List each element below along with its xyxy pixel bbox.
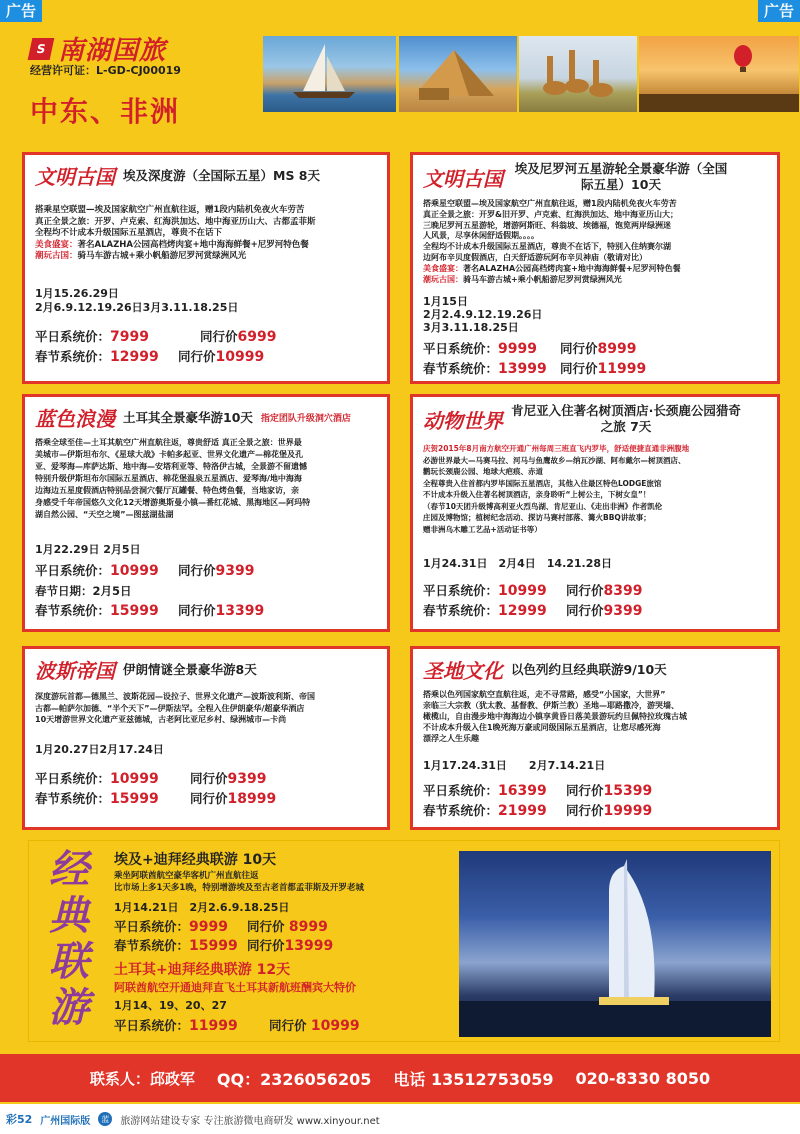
combo2-title: 土耳其+迪拜经典联游 12天 xyxy=(114,962,291,978)
card-tag: 指定团队升级洞穴酒店 xyxy=(260,414,351,424)
departure-dates: 1月15日 2月2.4.9.12.19.26日 3月3.11.18.25日 xyxy=(423,295,543,334)
card-title: 波斯帝国 xyxy=(35,659,115,683)
card-subtitle: 埃及尼罗河五星游轮全景豪华游（全国际五星）10天 xyxy=(514,161,728,192)
card-subtitle: 肯尼亚入住著名树顶酒店·长颈鹿公园猎奇之旅 7天 xyxy=(511,403,741,434)
tour-card-kenya-7d[interactable] xyxy=(410,394,780,632)
publisher-name: 广州国际版 xyxy=(40,1115,91,1127)
departure-dates: 1月24.31日 2月4日 14.21.28日 xyxy=(423,557,613,570)
combo1-dates: 1月14.21日 2月2.6.9.18.25日 xyxy=(114,901,290,914)
price-row-weekday: 平日系统价：10999 同行价9399 xyxy=(35,563,255,579)
card-header xyxy=(423,403,769,435)
price-row-weekday: 平日系统价：10999 同行价9399 xyxy=(35,771,267,787)
festival-date: 春节日期：2月5日 xyxy=(35,584,132,598)
highlight-play: 潮玩古国：骑马车游古城+乘小帆船游尼罗河赏绿洲风光 xyxy=(423,274,622,284)
price-block xyxy=(423,581,769,621)
price-row-weekday: 平日系统价：10999 同行价8399 xyxy=(423,583,643,599)
footer-tagline[interactable]: 旅游网站建设专家 专注旅游微电商研发 www.xinyour.net xyxy=(120,1115,380,1127)
card-header xyxy=(423,161,769,193)
desc-line: 搭乘星空联盟—埃及国家航空广州直航往返，赠1段内陆机免夜火车劳苦 xyxy=(35,205,305,215)
publisher-badge-icon: 蓝 xyxy=(98,1112,112,1126)
departure-dates: 1月20.27日2月17.24日 xyxy=(35,743,164,756)
contact-tel[interactable]: 020-8330 8050 xyxy=(575,1068,711,1088)
brand-logo-icon: S xyxy=(28,38,55,60)
card-header xyxy=(35,403,379,432)
departure-dates: 1月15.26.29日 2月6.9.12.19.26日3月3.11.18.25日 xyxy=(35,287,239,314)
brand-name: 南湖国旅 xyxy=(58,36,167,66)
card-subtitle: 伊朗情谜全景豪华游8天 xyxy=(123,661,257,677)
combo1-title: 埃及+迪拜经典联游 10天 xyxy=(114,852,277,868)
price-row-festival: 春节系统价：12999 同行价10999 xyxy=(35,349,265,365)
card-header xyxy=(35,655,379,684)
highlight-play: 潮玩古国：骑马车游古城+乘小帆船游尼罗河赏绿洲风光 xyxy=(35,251,247,261)
page-footer xyxy=(0,1104,800,1134)
combo1-note: 比市场上多1天多1晚，特别增游埃及至古老首都孟菲斯及开罗老城 xyxy=(114,883,364,893)
card-tag: 庆贺2015年8月南方航空开通广州每周三班直飞内罗毕，舒适便捷直通非洲腹地 xyxy=(423,444,690,453)
page-number: 彩52 xyxy=(6,1113,33,1126)
tour-card-iran-8d[interactable] xyxy=(22,646,390,830)
ad-label-left: 广告 xyxy=(0,0,42,22)
card-title: 蓝色浪漫 xyxy=(35,407,115,431)
tour-card-israel-jordan[interactable] xyxy=(410,646,780,830)
card-description: 搭乘星空联盟—埃及国家航空广州直航往返，赠1段内陆机免夜火车劳苦 真正全景之旅：开罗&旧开罗、卢克索、红海洪加达、地中海亚历山大； 三晚尼罗河五星游轮，增游阿斯旺、科翁坡、埃德福，饱览两岸绿洲迷 人风景，尽享休闲舒适假期。。。。 全程均不计成本升级国际五星酒店，尊贵不在话下，特别入住纳赛尔湖 边阿布辛贝度假酒店，白天舒适游玩阿布辛贝神庙（敬请对比） 美食盛宴：著名ALAZHA公园高档烤肉宴+地中海海鲜餐+尼罗河特色餐 潮玩古国：骑马车游古城+乘小帆船游尼罗河赏绿洲风光 xyxy=(423,199,769,285)
card-header xyxy=(35,161,379,190)
price-block xyxy=(423,781,769,821)
price-block xyxy=(35,561,379,621)
dubai-burj-photo xyxy=(459,851,771,1037)
card-title: 文明古国 xyxy=(35,165,115,189)
departure-dates: 1月22.29日 2月5日 xyxy=(35,543,141,556)
giraffes-photo xyxy=(519,36,637,112)
price-row-festival: 春节系统价：21999 同行价19999 xyxy=(423,803,653,819)
nile-sailboat-photo xyxy=(263,36,396,112)
combo2-price-weekday: 平日系统价：11999 同行价 10999 xyxy=(114,1018,360,1034)
card-header xyxy=(423,655,769,684)
tour-card-egypt-8d[interactable] xyxy=(22,152,390,384)
price-row-festival: 春节系统价：15999 同行价18999 xyxy=(35,791,277,807)
region-title: 中东、非洲 xyxy=(30,95,181,128)
desc-line: 全程均不计成本升级国际五星酒店，尊贵不在话下 xyxy=(35,228,223,238)
contact-qq[interactable]: QQ：2326056205 xyxy=(216,1069,372,1089)
savanna-balloon-photo xyxy=(639,36,799,112)
desc-line: 真正全景之旅：开罗、卢克索、红海洪加达、地中海亚历山大、古都孟菲斯 xyxy=(35,216,316,227)
card-description: 深度游玩首都—德黑兰、波斯花园—设拉子、世界文化遗产—波斯波利斯、帝国 古都—帕萨尔加德、“半个天下”—伊斯法罕。全程入住伊朗豪华/超豪华酒店 10天增游世界文化遗产亚兹德城，古老阿比亚尼乡村、绿洲城市—卡尚 xyxy=(35,692,315,724)
tour-card-turkey-10d[interactable] xyxy=(22,394,390,632)
price-row-weekday: 平日系统价：9999 同行价8999 xyxy=(423,341,637,357)
price-block xyxy=(35,327,379,367)
departure-dates: 1月17.24.31日 2月7.14.21日 xyxy=(423,759,606,772)
tour-card-egypt-nile-10d[interactable] xyxy=(410,152,780,384)
price-row-festival: 春节系统价：12999 同行价9399 xyxy=(423,603,643,619)
price-row-weekday: 平日系统价：16399 同行价15399 xyxy=(423,783,653,799)
contact-person: 联系人：邱政军 xyxy=(89,1069,195,1088)
price-row-festival: 春节系统价：13999 同行价11999 xyxy=(423,361,647,377)
contact-bar xyxy=(0,1054,800,1102)
combo1-price-festival: 春节系统价：15999 同行价13999 xyxy=(114,938,334,954)
pyramids-photo xyxy=(399,36,517,112)
highlight-food: 美食盛宴：著名ALAZHA公园高档烤肉宴+地中海海鲜餐+尼罗河特色餐 xyxy=(423,263,681,273)
price-block xyxy=(35,769,379,809)
card-subtitle: 以色列约旦经典联游9/10天 xyxy=(511,661,667,677)
card-description: 搭乘全球至佳—土耳其航空广州直航往返，尊贵舒适 真正全景之旅：世界最 美城市—伊斯坦布尔、《星球大战》卡帕多起亚、世界文化遗产—棉花堡及孔 亚、爱琴海—库萨达斯、地中海—安塔利亚等、特洛伊古城，全景游不留遗憾 特别升级伊斯坦布尔国际五星酒店、棉花堡温泉五星酒店、爱琴海/地中海海 边海边五星度假酒店特别品尝洞穴餐厅瓦罐餐、特色烤鱼餐，当地家访，亲 身感受千年帝国悠久文化12天增游奥斯曼小镇—番红花城、黑海地区—阿玛特 湖自然公园、“天空之境”—图兹湖盐湖 xyxy=(35,438,311,519)
card-title: 圣地文化 xyxy=(423,659,503,683)
card-description: 庆贺2015年8月南方航空开通广州每周三班直飞内罗毕，舒适便捷直通非洲腹地 必游世界最大—马赛马拉、河马与鱼鹰故乡—纳瓦沙湖、阿布戴尔—树顶酒店、 鹳玩长颈鹿公园、地球大疤痕、赤道 全程尊贵入住首都内罗毕国际五星酒店，其他入住最区特色LODGE旅馆 不计成本升级入住著名树顶酒店，亲身聆听“上树公主，下树女皇”！ （春节10天团升级博高利亚火烈鸟湖、肯尼亚山、《走出非洲》作者凯伦 庄园及博物馆；植树纪念活动、探访马赛村部落、篝火BBQ讲故事； 赠非洲乌木雕工艺品+活动证书等） xyxy=(423,443,769,535)
price-row-weekday: 平日系统价：7999 同行价6999 xyxy=(35,329,277,345)
card-title: 文明古国 xyxy=(423,166,503,191)
classic-combo-section xyxy=(28,840,780,1042)
card-title: 动物世界 xyxy=(423,408,503,433)
card-subtitle: 埃及深度游（全国际五星）MS 8天 xyxy=(123,167,320,183)
license-number: 经营许可证：L-GD-CJ00019 xyxy=(30,64,181,77)
price-block xyxy=(423,339,769,379)
combo1-airline: 乘坐阿联酋航空豪华客机广州直航往返 xyxy=(114,871,259,881)
price-row-festival: 春节系统价：15999 同行价13399 xyxy=(35,603,265,619)
ad-label-right: 广告 xyxy=(758,0,800,22)
combo2-promo: 阿联酋航空开通迪拜直飞土耳其新航班酬宾大特价 xyxy=(114,981,356,994)
classic-vertical-title: 经 典 联 游 xyxy=(49,847,89,1031)
highlight-food: 美食盛宴：著名ALAZHA公园高档烤肉宴+地中海海鲜餐+尼罗河特色餐 xyxy=(35,239,309,250)
card-subtitle: 土耳其全景豪华游10天 xyxy=(123,409,253,425)
card-description: 搭乘以色列国家航空直航往返，走不寻常路，感受“小国家，大世界” 亲临三大宗教（犹太教、基督教、伊斯兰教）圣地—耶路撒冷，游哭墙、 橄榄山，自由漫步地中海海边小镇享黄昏日落美景游玩约旦佩特拉玫瑰古城 不计成本升级入住1晚死海万豪或同级国际五星酒店，让您尽感死海 漂浮之人生乐趣 xyxy=(423,690,687,743)
combo1-price-weekday: 平日系统价：9999 同行价 8999 xyxy=(114,919,328,935)
card-description xyxy=(35,205,379,263)
combo2-dates: 1月14、19、20、27 xyxy=(114,999,227,1012)
contact-phone[interactable]: 电话 13512753059 xyxy=(393,1069,554,1089)
